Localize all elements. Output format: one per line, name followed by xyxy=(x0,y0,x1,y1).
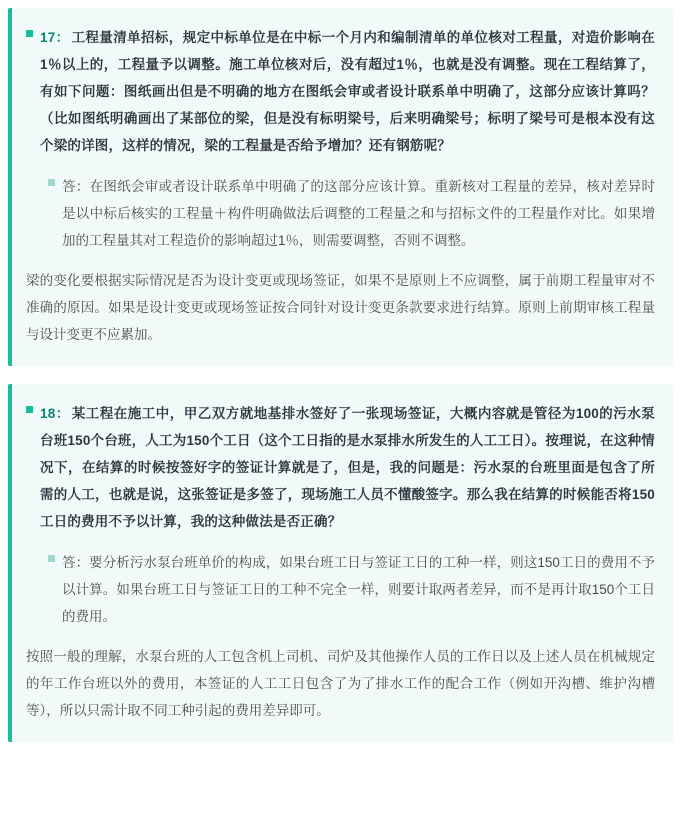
question-row xyxy=(26,400,655,535)
answer-bullet-icon xyxy=(48,179,55,186)
question-bullet-icon xyxy=(26,406,33,413)
qa-card xyxy=(8,384,673,742)
question-body: 某工程在施工中，甲乙双方就地基排水签好了一张现场签证，大概内容就是管径为100的污水泵台班150个台班，人工为150个工日（这个工日指的是水泵排水所发生的人工工日）。按理说，在这种情况下，在结算的时候按签好字的签证计算就是了，但是，我的问题是：污水泵的台班里面是包含了所需的人工，也就是说，这张签证是多签了，现场施工人员不懂酸签字。那么我在结算的时候能否将150工日的费用不予以计算，我的这种做法是否正确？ xyxy=(40,406,656,529)
question-number: 17： xyxy=(40,30,70,45)
question-block xyxy=(26,400,655,724)
answer-body xyxy=(62,549,655,630)
question-number: 18： xyxy=(40,406,70,421)
answer-body xyxy=(62,173,655,254)
answer-first-paragraph xyxy=(62,173,655,254)
answer-bullet-icon xyxy=(48,555,55,562)
answer-label: 答： xyxy=(62,179,90,194)
answer-first-text: 要分析污水泵台班单价的构成，如果台班工日与签证工日的工种一样，则这150工日的费用不予以计算。如果台班工日与签证工日的工种不完全一样，则要计取两者差异，而不是再计取150个工日的费用。 xyxy=(62,555,655,624)
answer-row xyxy=(26,549,655,630)
answer-extra-paragraph: 梁的变化要根据实际情况是否为设计变更或现场签证，如果不是原则上不应调整，属于前期工程量审对不准确的原因。如果是设计变更或现场签证按合同针对设计变更条款要求进行结算。原则上前期审核工程量与设计变更不应累加。 xyxy=(26,273,655,342)
answer-first-text: 在图纸会审或者设计联系单中明确了的这部分应该计算。重新核对工程量的差异，核对差异时是以中标后核实的工程量＋构件明确做法后调整的工程量之和与招标文件的工程量作对比。如果增加的工程量其对工程造价的影响超过1％，则需要调整，否则不调整。 xyxy=(62,179,656,248)
question-text xyxy=(40,400,655,535)
answer-row xyxy=(26,173,655,254)
question-block xyxy=(26,24,655,348)
question-body: 工程量清单招标，规定中标单位是在中标一个月内和编制清单的单位核对工程量，对造价影响在1％以上的，工程量予以调整。施工单位核对后，没有超过1％，也就是没有调整。现在工程结算了，有如下问题：图纸画出但是不明确的地方在图纸会审或者设计联系单中明确了，这部分应该计算吗？（比如图纸明确画出了某部位的梁，但是没有标明梁号，后来明确梁号；标明了梁号可是根本没有这个梁的详图，这样的情况，梁的工程量是否给予增加？还有钢筋呢？ xyxy=(40,30,655,153)
answer-label: 答： xyxy=(62,555,90,570)
answer-first-paragraph xyxy=(62,549,655,630)
qa-card xyxy=(8,8,673,366)
question-text xyxy=(40,24,655,159)
answer-extra-paragraph: 按照一般的理解，水泵台班的人工包含机上司机、司炉及其他操作人员的工作日以及上述人员在机械规定的年工作台班以外的费用，本签证的人工工日包含了为了排水工作的配合工作（例如开沟槽、维护沟槽等），所以只需计取不同工种引起的费用差异即可。 xyxy=(26,649,655,718)
question-row xyxy=(26,24,655,159)
question-bullet-icon xyxy=(26,30,33,37)
